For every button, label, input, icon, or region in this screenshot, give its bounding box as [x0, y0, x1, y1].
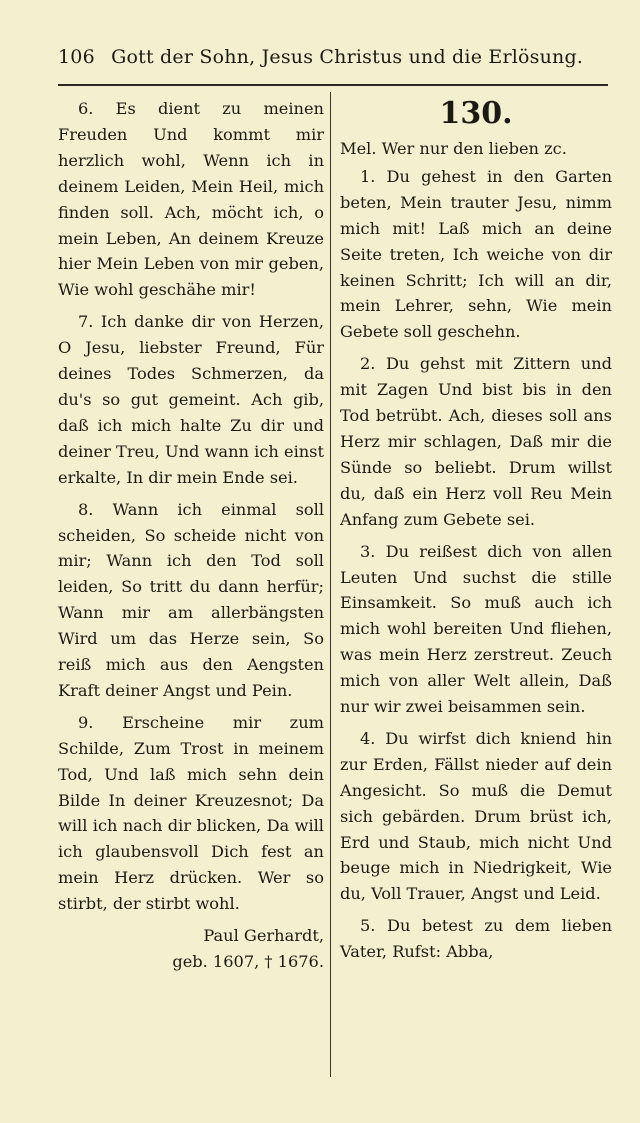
melody-line: Mel. Wer nur den lieben zc. [340, 139, 567, 158]
verse-6: 6. Es dient zu meinen Freuden Und kommt mir herzlich wohl, Wenn ich in deinem Leiden, Mein Heil, mich finden soll. Ach, möcht ich, o mein Leben, An deinem Kreuze hier Mein Leben von mir geben, Wie wohl geschähe mir! [58, 99, 324, 300]
verse-8: 8. Wann ich einmal soll scheiden, So scheide nicht von mir; Wann ich den Tod soll leiden, So tritt du dann herfür; Wann mir am allerbängsten Wird um das Herze sein, So reiß mich aus den Aengsten Kraft deiner Angst und Pein. [58, 499, 324, 700]
left-column [58, 96, 324, 975]
running-title: Gott der Sohn, Jesus Christus und die Erlösung. [111, 46, 584, 68]
author-signature [58, 923, 324, 975]
page-header [58, 46, 618, 68]
verse-9: 9. Erscheine mir zum Schilde, Zum Trost in meinem Tod, Und laß mich sehn dein Bilde In deiner Kreuzesnot; Da will ich nach dir blicken, Da will ich glaubensvoll Dich fest an mein Herz drücken. Wer so stirbt, der stirbt wohl. [58, 712, 324, 914]
verse-2: 2. Du gehst mit Zittern und mit Zagen Und bist bis in den Tod betrübt. Ach, dieses soll ans Herz mir schlagen, Daß mir die Sünde so beliebt. Drum willst du, daß ein Herz voll Reu Mein Anfang zum Gebete sei. [340, 354, 612, 529]
verse-4: 4. Du wirfst dich kniend hin zur Erden, Fällst nieder auf dein Angesicht. So muß die Demut sich gebärden. Drum brüst ich, Erd und Staub, mich nicht Und beuge mich in Niedrigkeit, Wie du, Voll Trauer, Angst und Leid. [340, 728, 612, 904]
author-name: Paul Gerhardt, [203, 926, 324, 946]
verse-3: 3. Du reißest dich von allen Leuten Und suchst die stille Einsamkeit. So muß auch ich mich wohl bereiten Und fliehen, was mein Herz zerstreut. Zeuch mich von aller Welt allein, Daß nur wir zwei beisammen sein. [340, 541, 612, 717]
column-divider [330, 92, 331, 1077]
header-rule [58, 84, 608, 86]
verse-5: 5. Du betest zu dem lieben Vater, Rufst: Abba, [340, 916, 612, 962]
verse-7: 7. Ich danke dir von Herzen, O Jesu, liebster Freund, Für deines Todes Schmerzen, da du's so gut gemeint. Ach gib, daß ich mich halte Zu dir und deiner Treu, Und wann ich einst erkalte, In dir mein Ende sei. [58, 312, 324, 487]
hymn-number: 130. [439, 96, 513, 131]
page-number: 106 [58, 46, 95, 68]
verse-1: 1. Du gehest in den Garten beten, Mein trauter Jesu, nimm mich mit! Laß mich an deine Seite treten, Ich weiche von dir keinen Schritt; Ich will an dir, mein Lehrer, sehn, Wie mein Gebete soll geschehn. [340, 166, 612, 342]
author-dates: geb. 1607, † 1676. [172, 952, 324, 971]
right-column [340, 96, 612, 971]
